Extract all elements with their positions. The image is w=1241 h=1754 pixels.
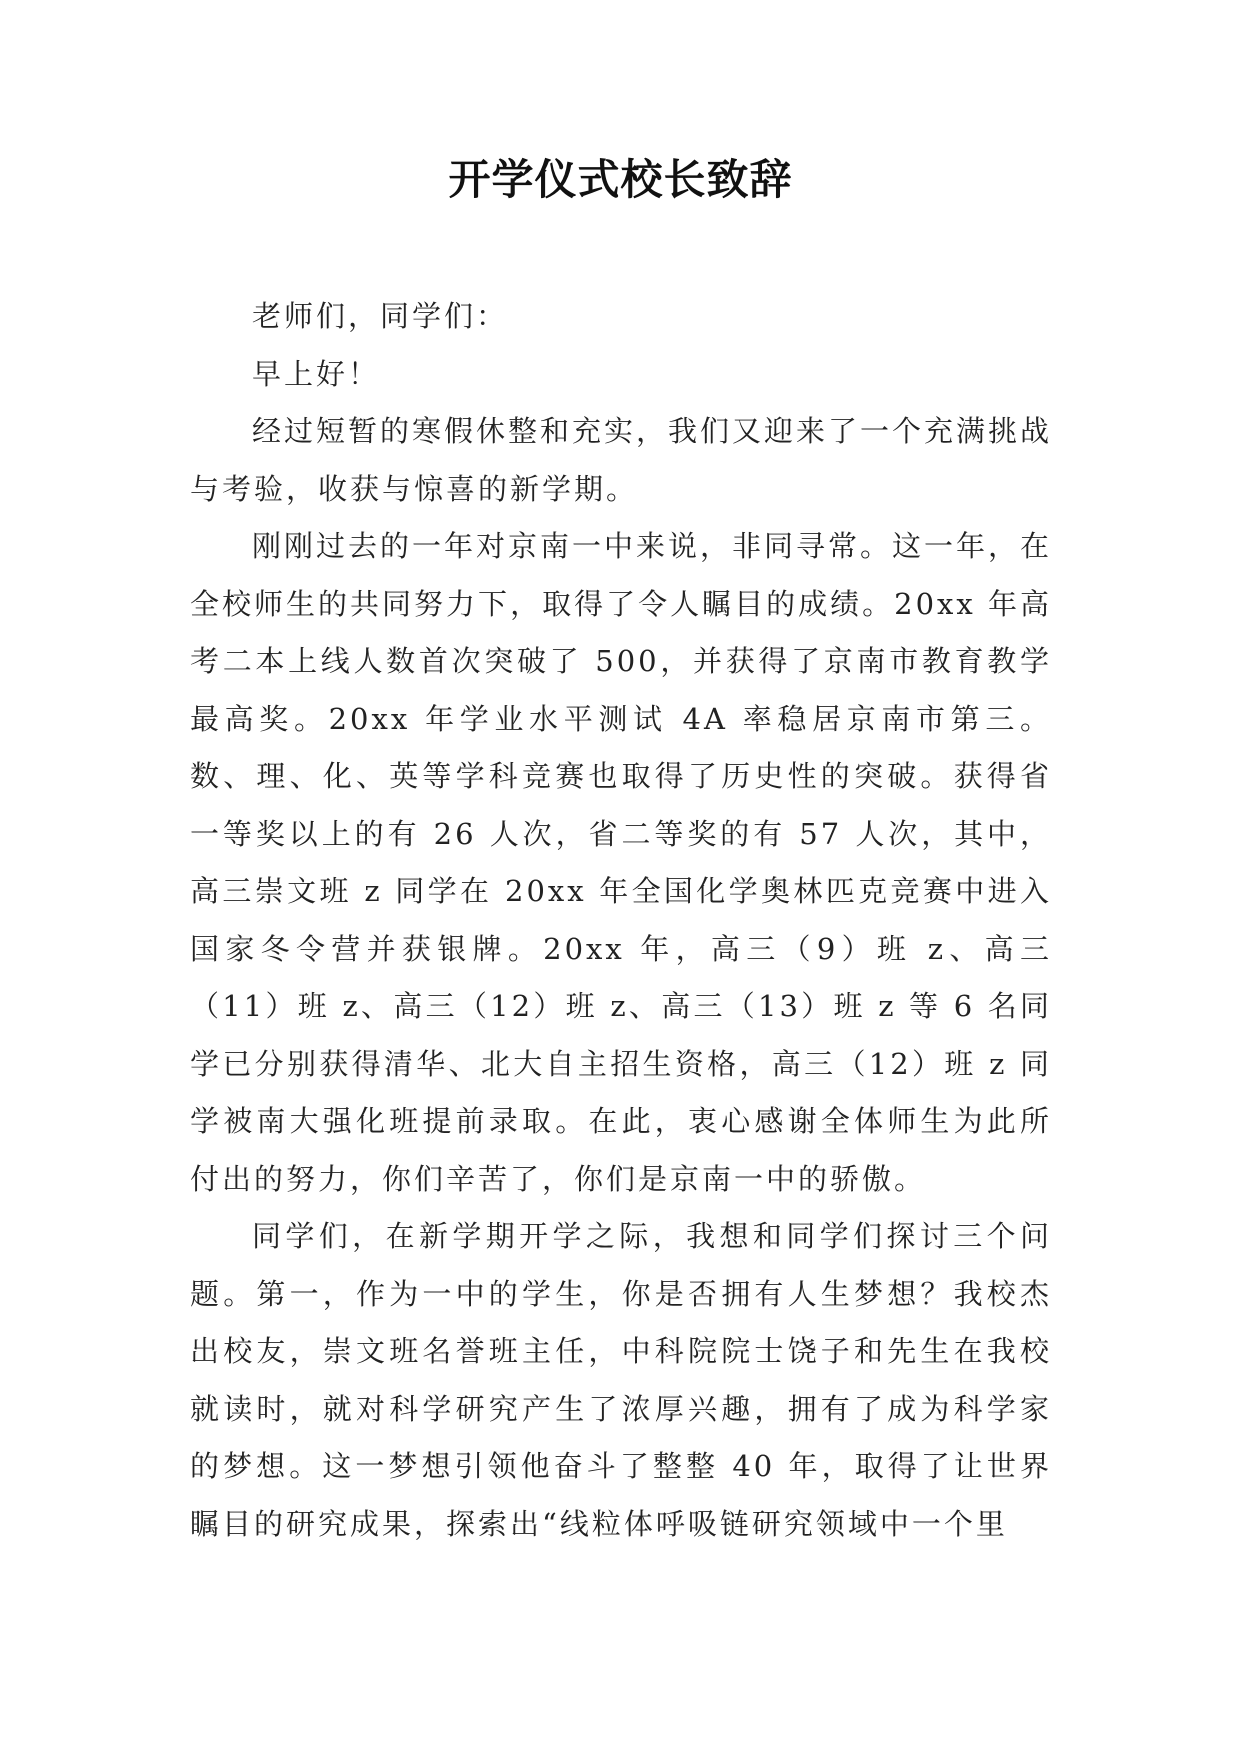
document-title: 开学仪式校长致辞: [448, 155, 793, 204]
paragraph-good-morning: 早上好！: [252, 356, 381, 391]
paragraph-achievements: 刚刚过去的一年对京南一中来说，非同寻常。这一年，在全校师生的共同努力下，取得了令人瞩目的成绩。20xx 年高考二本上线人数首次突破了 500，并获得了京南市教育教学最高奖。20xx 年学业水平测试 4A 率稳居京南市第三。数、理、化、英等学科竞赛也取得了历史性的突破。获得省一等奖以上的有 26 人次，省二等奖的有 57 人次，其中，高三崇文班 z 同学在 20xx 年全国化学奥林匹克竞赛中进入国家冬令营并获银牌。20xx 年，高三（9）班 z、高三（11）班 z、高三（12）班 z、高三（13）班 z 等 6 名同学已分别获得清华、北大自主招生资格，高三（12）班 z 同学被南大强化班提前录取。在此，衷心感谢全体师生为此所付出的努力，你们辛苦了，你们是京南一中的骄傲。: [190, 529, 1053, 1196]
document-body: [190, 288, 1052, 1553]
paragraph-new-semester: 经过短暂的寒假休整和充实，我们又迎来了一个充满挑战与考验，收获与惊喜的新学期。: [190, 414, 1053, 506]
paragraph-greeting: 老师们，同学们：: [252, 299, 509, 333]
paragraph-dreams: 同学们，在新学期开学之际，我想和同学们探讨三个问题。第一，作为一中的学生，你是否拥有人生梦想？我校杰出校友，崇文班名誉班主任，中科院院士饶子和先生在我校就读时，就对科学研究产生了浓厚兴趣，拥有了成为科学家的梦想。这一梦想引领他奋斗了整整 40 年，取得了让世界瞩目的研究成果，探索出“线粒体呼吸链研究领域中一个里: [190, 1219, 1052, 1541]
